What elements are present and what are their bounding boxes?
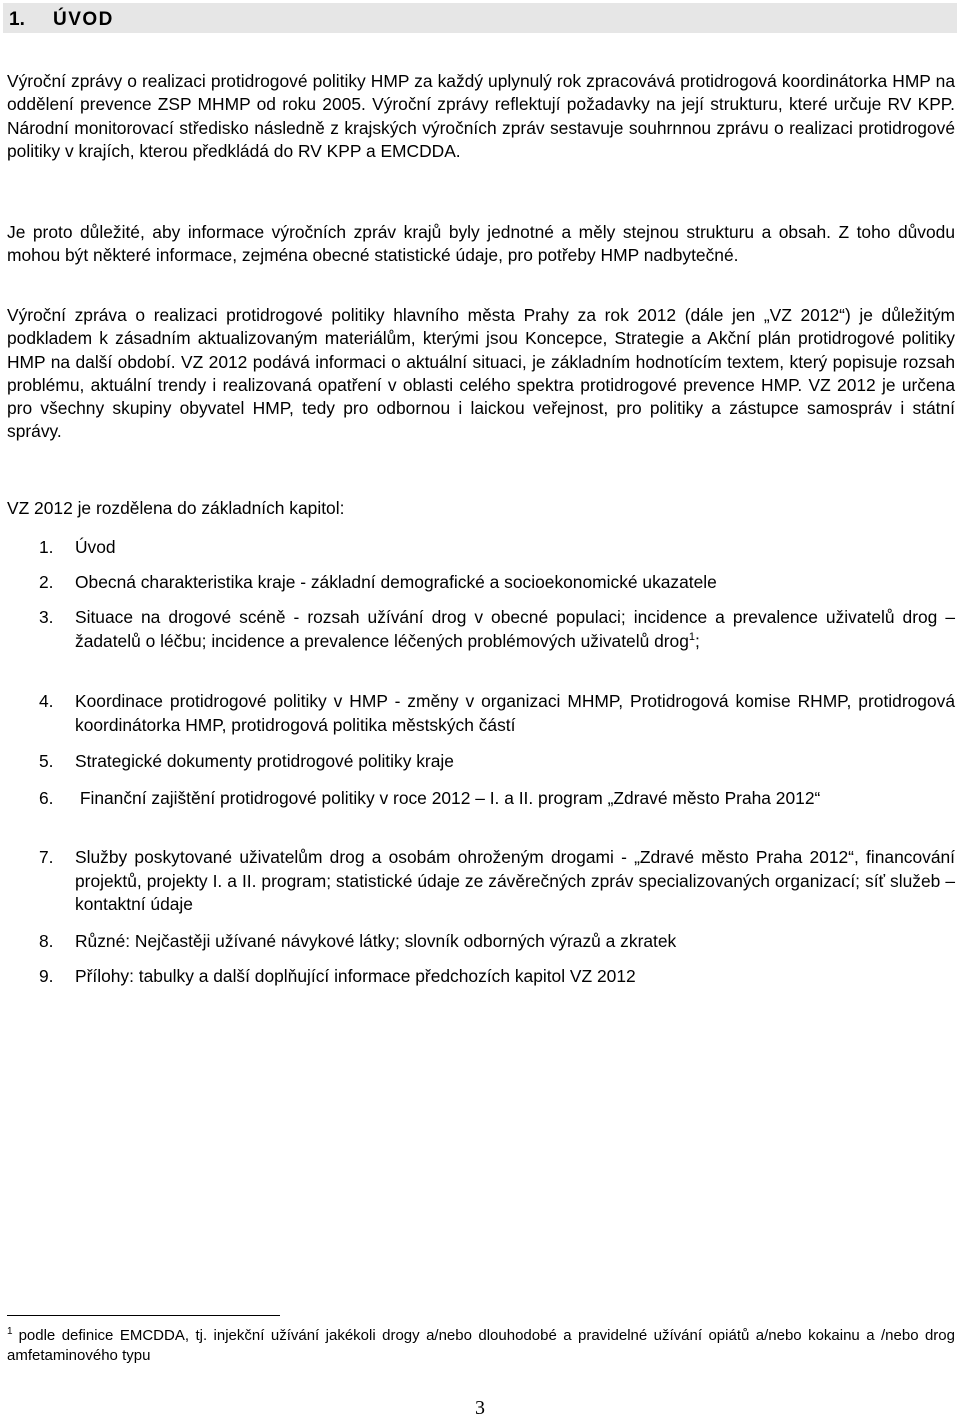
chapter-title-wrap [75, 606, 955, 653]
chapter-list-item [39, 930, 955, 954]
section-number: 1. [9, 9, 25, 30]
footnote [7, 1326, 955, 1366]
chapter-number: 4. [39, 691, 54, 711]
chapter-title: Finanční zajištění protidrogové politiky v roce 2012 – I. a II. program „Zdravé město Praha 2012“ [75, 788, 821, 808]
chapter-number: 3. [39, 607, 54, 627]
chapter-title: Obecná charakteristika kraje - základní demografické a socioekonomické ukazatele [75, 572, 717, 592]
chapter-title: Různé: Nejčastěji užívané návykové látky; slovník odborných výrazů a zkratek [75, 931, 677, 951]
intro-paragraph-1: Výroční zprávy o realizaci protidrogové politiky HMP za každý uplynulý rok zpracovává protidrogová koordinátorka HMP na oddělení prevence ZSP MHMP od roku 2005. Výroční zprávy reflektují požadavky na její strukturu, které určuje RV KPP. Národní monitorovací středisko následně z krajských výročních zpráv sestavuje souhrnnou zprávu o realizaci protidrogové politiky v krajích, kterou předkládá do RV KPP a EMCDDA. [7, 71, 955, 161]
chapter-title: Koordinace protidrogové politiky v HMP - změny v organizaci MHMP, Protidrogová komise RHMP, protidrogová koordinátorka HMP, protidrogová politika městských částí [75, 691, 955, 735]
footnote-mark: 1 [7, 1326, 13, 1337]
page-number: 3 [475, 1397, 485, 1419]
footnote-separator [7, 1315, 280, 1316]
chapter-list-item [39, 846, 955, 917]
chapters-intro: VZ 2012 je rozdělena do základních kapitol: [7, 498, 345, 518]
section-title: ÚVOD [53, 9, 114, 30]
chapter-title: Přílohy: tabulky a další doplňující informace předchozích kapitol VZ 2012 [75, 966, 636, 986]
chapter-number: 8. [39, 931, 54, 951]
chapter-number: 6. [39, 788, 54, 808]
chapter-list-item [39, 536, 955, 560]
chapter-list-item [39, 690, 955, 737]
chapter-title-tail: ; [695, 630, 700, 651]
footnote-text: podle definice EMCDDA, tj. injekční užívání jakékoli drogy a/nebo dlouhodobé a pravidelné užívání opiátů a/nebo kokainu a /nebo drog amfetaminového typu [7, 1327, 955, 1364]
chapter-title: Služby poskytované uživatelům drog a osobám ohroženým drogami - „Zdravé město Praha 2012“, financování projektů, projekty I. a II. program; statistické údaje ze závěrečných zpráv specializovaných organizací; síť služeb – kontaktní údaje [75, 847, 955, 914]
chapter-list-item [39, 965, 955, 989]
chapter-title: Strategické dokumenty protidrogové politiky kraje [75, 751, 454, 771]
chapter-list-item [39, 571, 955, 595]
section-heading [3, 3, 957, 33]
chapter-number: 5. [39, 751, 54, 771]
chapter-number: 7. [39, 847, 54, 867]
chapter-title: Situace na drogové scéně - rozsah užívání drog v obecné populaci; incidence a prevalence uživatelů drog – žadatelů o léčbu; incidence a prevalence léčených problémových uživatelů drog [75, 607, 955, 651]
chapter-title: Úvod [75, 537, 116, 557]
footnote-reference[interactable]: 1 [688, 630, 696, 643]
chapter-list-item [39, 750, 955, 774]
chapter-number: 2. [39, 572, 54, 592]
chapter-number: 9. [39, 966, 54, 986]
chapter-number: 1. [39, 537, 54, 557]
intro-paragraph-3: Výroční zpráva o realizaci protidrogové politiky hlavního města Prahy za rok 2012 (dále jen „VZ 2012“) je důležitým podkladem k zásadním aktualizovaným materiálům, kterými jsou Koncepce, Strategie a Akční plán protidrogové politiky HMP na další období. VZ 2012 podává informaci o aktuální situaci, je základním hodnotícím textem, který popisuje rozsah problému, aktuální trendy i realizovaná opatření v oblasti celého spektra protidrogové prevence HMP. VZ 2012 je určena pro všechny skupiny obyvatel HMP, tedy pro odbornou i laickou veřejnost, pro politiky a zástupce samospráv i státní správy. [7, 305, 955, 442]
chapter-list-item [39, 787, 955, 811]
intro-paragraph-2: Je proto důležité, aby informace výročních zpráv krajů byly jednotné a měly stejnou strukturu a obsah. Z toho důvodu mohou být některé informace, zejména obecné statistické údaje, pro potřeby HMP nadbytečné. [7, 222, 955, 266]
chapter-list-item [39, 606, 955, 653]
